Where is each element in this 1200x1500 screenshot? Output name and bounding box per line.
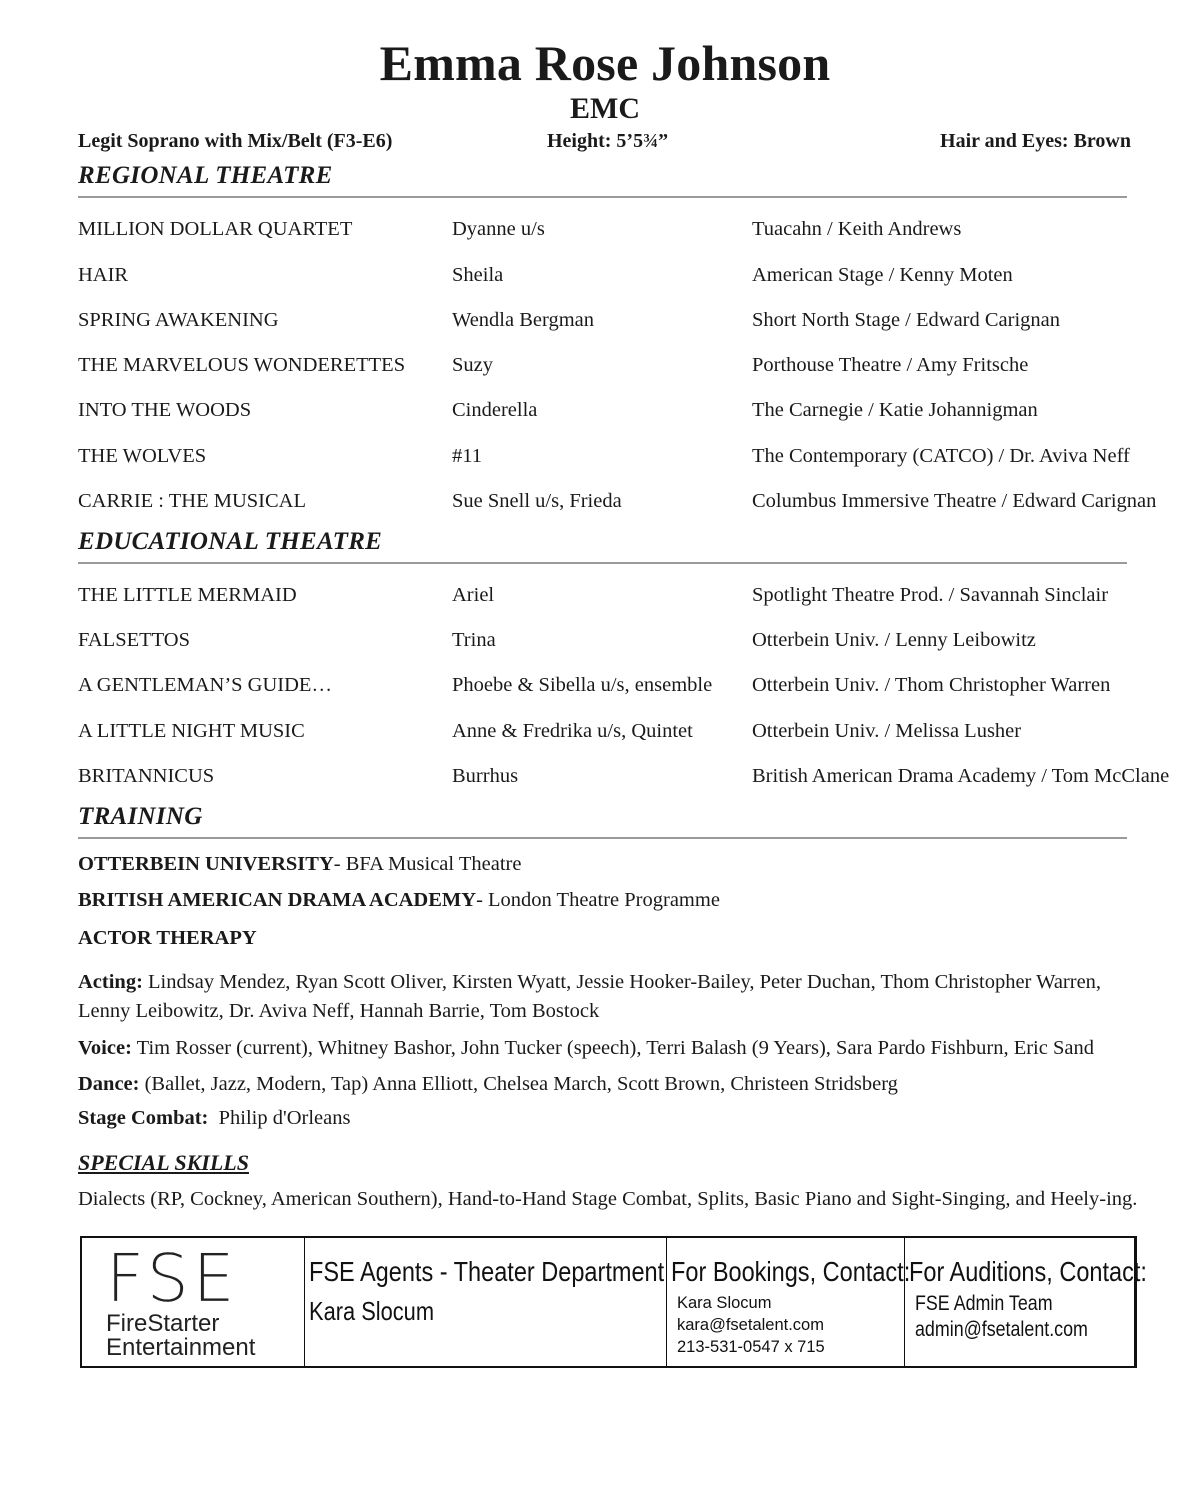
credit-row [78, 309, 1188, 339]
height: Height: 5’5¾” [547, 130, 669, 152]
credit-role: Ariel [452, 584, 495, 606]
credit-show: THE MARVELOUS WONDERETTES [78, 354, 406, 376]
department-title: FSE Agents - Theater Department [309, 1256, 665, 1287]
union-status: EMC [570, 92, 640, 125]
credit-role: Phoebe & Sibella u/s, ensemble [452, 674, 713, 696]
credit-role: Cinderella [452, 399, 538, 421]
auditions-contact [904, 1238, 1147, 1366]
section-divider [78, 196, 1127, 198]
bookings-name: Kara Slocum [677, 1294, 772, 1312]
credit-role: #11 [452, 445, 482, 467]
credit-role: Wendla Bergman [452, 309, 594, 331]
training-teachers: Tim Rosser (current), Whitney Bashor, John Tucker (speech), Terri Balash (9 Years), Sara Pardo Fishburn, Eric Sand [131, 1037, 1094, 1059]
credit-venue: Tuacahn / Keith Andrews [752, 218, 962, 240]
section-divider [78, 837, 1127, 839]
logo-line: FireStarter [106, 1310, 220, 1337]
credit-venue: Otterbein Univ. / Thom Christopher Warren [752, 674, 1111, 696]
skills-text: Dialects (RP, Cockney, American Southern), Hand-to-Hand Stage Combat, Splits, Basic Piano and Sight-Singing, and Heely-ing. [78, 1188, 1138, 1210]
credit-row [78, 490, 1188, 520]
credit-row [78, 445, 1188, 475]
credit-role: Sheila [452, 264, 504, 286]
training-label: Voice: [78, 1037, 132, 1059]
agency-logo [82, 1238, 304, 1366]
credit-row [78, 264, 1188, 294]
credit-show: MILLION DOLLAR QUARTET [78, 218, 353, 240]
training-school [78, 886, 1148, 915]
credit-show: THE WOLVES [78, 445, 207, 467]
credit-venue: Spotlight Theatre Prod. / Savannah Sinclair [752, 584, 1109, 606]
credit-row [78, 674, 1188, 704]
credit-row [78, 399, 1188, 429]
training-teachers: (Ballet, Jazz, Modern, Tap) Anna Elliott, Chelsea March, Scott Brown, Christeen Stridsberg [139, 1073, 898, 1095]
credit-show: BRITANNICUS [78, 765, 215, 787]
credit-show: A GENTLEMAN’S GUIDE… [78, 674, 332, 696]
credit-role: Sue Snell u/s, Frieda [452, 490, 622, 512]
training-school [78, 924, 1148, 953]
training-teachers: Lindsay Mendez, Ryan Scott Oliver, Kirsten Wyatt, Jessie Hooker-Bailey, Peter Duchan, Thom Christopher Warren, Lenny Leibowitz, Dr. Aviva Neff, Hannah Barrie, Tom Bostock [78, 971, 1102, 1022]
credit-row [78, 765, 1188, 795]
auditions-team: FSE Admin Team [915, 1292, 1053, 1315]
credit-row [78, 354, 1188, 384]
credit-role: Dyanne u/s [452, 218, 545, 240]
training-teachers: Philip d'Orleans [208, 1107, 351, 1129]
bookings-contact [666, 1238, 911, 1366]
school-name: ACTOR THERAPY [78, 927, 257, 949]
credit-show: HAIR [78, 264, 129, 286]
auditions-email[interactable]: admin@fsetalent.com [915, 1318, 1088, 1341]
credit-show: FALSETTOS [78, 629, 191, 651]
hair-eyes: Hair and Eyes: Brown [940, 130, 1131, 152]
credit-row [78, 629, 1188, 659]
training-voice [78, 1034, 1148, 1063]
training-combat [78, 1104, 1148, 1133]
section-title-skills: SPECIAL SKILLS [78, 1150, 249, 1175]
credit-show: INTO THE WOODS [78, 399, 252, 421]
credit-row [78, 584, 1188, 614]
credit-venue: Otterbein Univ. / Lenny Leibowitz [752, 629, 1036, 651]
credit-venue: The Carnegie / Katie Johannigman [752, 399, 1038, 421]
actor-name: Emma Rose Johnson [379, 35, 831, 91]
training-dance [78, 1070, 1148, 1099]
bookings-phone: 213-531-0547 x 715 [677, 1338, 825, 1356]
credit-role: Anne & Fredrika u/s, Quintet [452, 720, 693, 742]
credit-role: Trina [452, 629, 496, 651]
credit-venue: Otterbein Univ. / Melissa Lusher [752, 720, 1022, 742]
agency-box [80, 1236, 1147, 1368]
credit-venue: Porthouse Theatre / Amy Fritsche [752, 354, 1029, 376]
credit-row [78, 720, 1188, 750]
bookings-email[interactable]: kara@fsetalent.com [677, 1316, 824, 1334]
credit-show: SPRING AWAKENING [78, 309, 279, 331]
credit-role: Burrhus [452, 765, 519, 787]
auditions-title: For Auditions, Contact: [909, 1256, 1147, 1287]
section-title-training: TRAINING [78, 803, 203, 830]
school-detail: - BFA Musical Theatre [333, 853, 522, 875]
logo-line: Entertainment [106, 1334, 256, 1361]
credit-venue: Short North Stage / Edward Carignan [752, 309, 1061, 331]
agency-department [304, 1238, 667, 1366]
training-label: Acting: [78, 971, 143, 993]
credit-venue: The Contemporary (CATCO) / Dr. Aviva Neff [752, 445, 1130, 467]
school-detail: - London Theatre Programme [476, 889, 720, 911]
training-label: Stage Combat: [78, 1107, 209, 1129]
school-name: BRITISH AMERICAN DRAMA ACADEMY [78, 889, 477, 911]
bookings-title: For Bookings, Contact: [671, 1256, 911, 1287]
training-acting [78, 968, 1148, 1026]
credit-venue: American Stage / Kenny Moten [752, 264, 1013, 286]
section-divider [78, 562, 1127, 564]
agent-name: Kara Slocum [309, 1296, 435, 1326]
section-title-regional: REGIONAL THEATRE [78, 162, 333, 189]
credit-show: CARRIE : THE MUSICAL [78, 490, 306, 512]
credit-show: THE LITTLE MERMAID [78, 584, 297, 606]
voice-type: Legit Soprano with Mix/Belt (F3-E6) [78, 130, 393, 152]
credit-show: A LITTLE NIGHT MUSIC [78, 720, 305, 742]
credit-venue: British American Drama Academy / Tom McClane [752, 765, 1170, 787]
credit-row [78, 218, 1188, 248]
logo-letters: FSE [106, 1240, 239, 1317]
credit-role: Suzy [452, 354, 493, 376]
credit-venue: Columbus Immersive Theatre / Edward Carignan [752, 490, 1157, 512]
training-label: Dance: [78, 1073, 140, 1095]
training-school [78, 850, 1148, 879]
school-name: OTTERBEIN UNIVERSITY [78, 853, 334, 875]
section-title-educational: EDUCATIONAL THEATRE [78, 528, 383, 555]
